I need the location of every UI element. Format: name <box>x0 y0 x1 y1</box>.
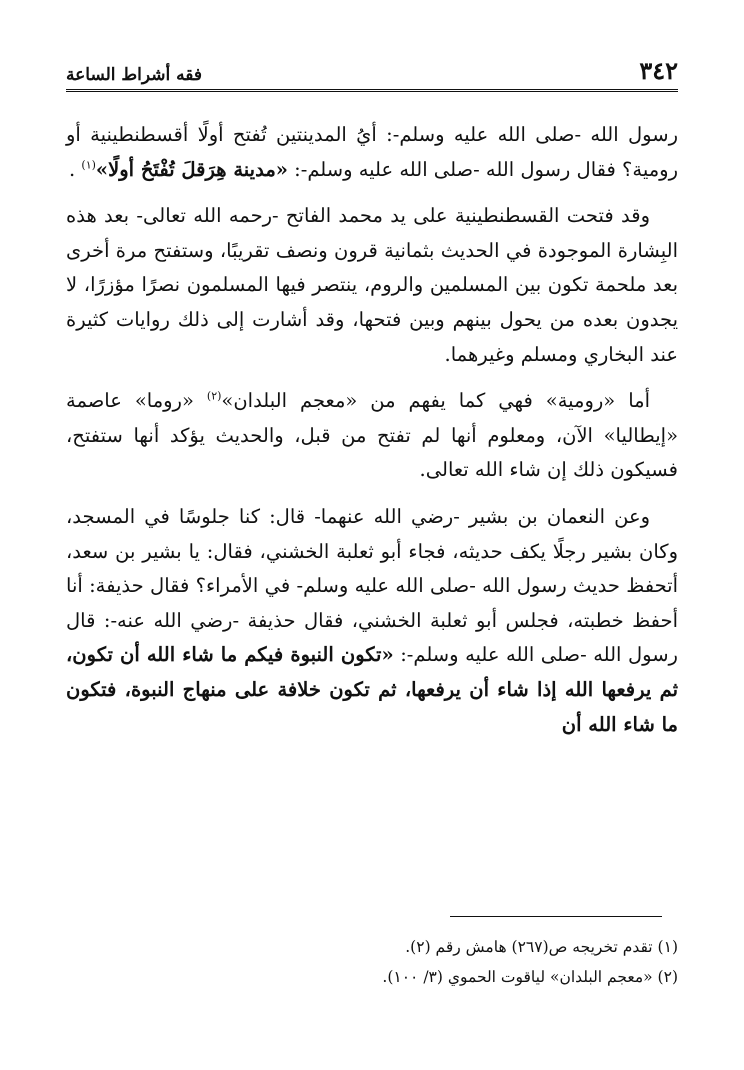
paragraph-4-text: وعن النعمان بن بشير -رضي الله عنهما- قال: كنا جلوسًا في المسجد، وكان بشير رجلًا يكف حديثه، فجاء أبو ثعلبة الخشني، فقال: يا بشير بن سعد، أتحفظ حديث رسول الله -صلى الله عليه وسلم- في الأمراء؟ فقال حذيفة: أنا أحفظ خطبته، فجلس أبو ثعلبة الخشني، فقال حذيفة -رضي الله عنه-: قال رسول الله -صلى الله عليه وسلم-: <box>66 504 678 667</box>
paragraph-3-part1: أما «رومية» فهي كما يفهم من «معجم البلدان» <box>221 389 651 413</box>
body-text <box>66 118 678 754</box>
page-header <box>66 52 678 92</box>
footnote-ref-1: (١) <box>81 158 96 172</box>
footnote-divider <box>450 916 662 917</box>
paragraph-1-text: رسول الله -صلى الله عليه وسلم-: أيُ المدينتين تُفتح أولًا أقسطنطينية أو رومية؟ فقال رسول الله -صلى الله عليه وسلم-: <box>66 123 678 181</box>
paragraph-4 <box>66 500 678 742</box>
paragraph-3 <box>66 384 678 488</box>
footnote-1: (١) تقدم تخريجه ص(٢٦٧) هامش رقم (٢). <box>405 938 678 956</box>
footnote-ref-2: (٢) <box>206 389 222 403</box>
paragraph-3-part2: «روما» عاصمة «إيطاليا» الآن، ومعلوم أنها لم تفتح من قبل، والحديث يؤكد أنها ستفتح، فسيكون ذلك إن شاء الله تعالى. <box>66 389 678 482</box>
hadith-quote-1: «مدينة هِرَقلَ تُفْتَحُ أولًا» <box>95 157 288 181</box>
page-number: ٣٤٢ <box>639 56 678 85</box>
paragraph-1 <box>66 118 678 187</box>
paragraph-2: وقد فتحت القسطنطينية على يد محمد الفاتح -رحمه الله تعالى- بعد هذه البِشارة الموجودة في الحديث بثمانية قرون ونصف تقريبًا، وستفتح مرة أخرى بعد ملحمة تكون بين المسلمين والروم، ينتصر فيها المسلمون نصرًا مؤزرًا، لا يجدون بعده من يحول بينهم وبين فتحها، وقد أشارت إلى ذلك روايات كثيرة عند البخاري ومسلم وغيرهما. <box>66 204 678 366</box>
footnote-2: (٢) «معجم البلدان» لياقوت الحموي (٣/ ١٠٠). <box>382 968 678 986</box>
footnotes <box>66 932 678 992</box>
running-title: فقه أشراط الساعة <box>66 65 202 85</box>
hadith-quote-2: «تكون النبوة فيكم ما شاء الله أن تكون، ثم يرفعها الله إذا شاء أن يرفعها، ثم تكون خلافة على منهاج النبوة، فتكون ما شاء الله أن <box>66 643 678 736</box>
paragraph-1-end: . <box>69 157 82 181</box>
